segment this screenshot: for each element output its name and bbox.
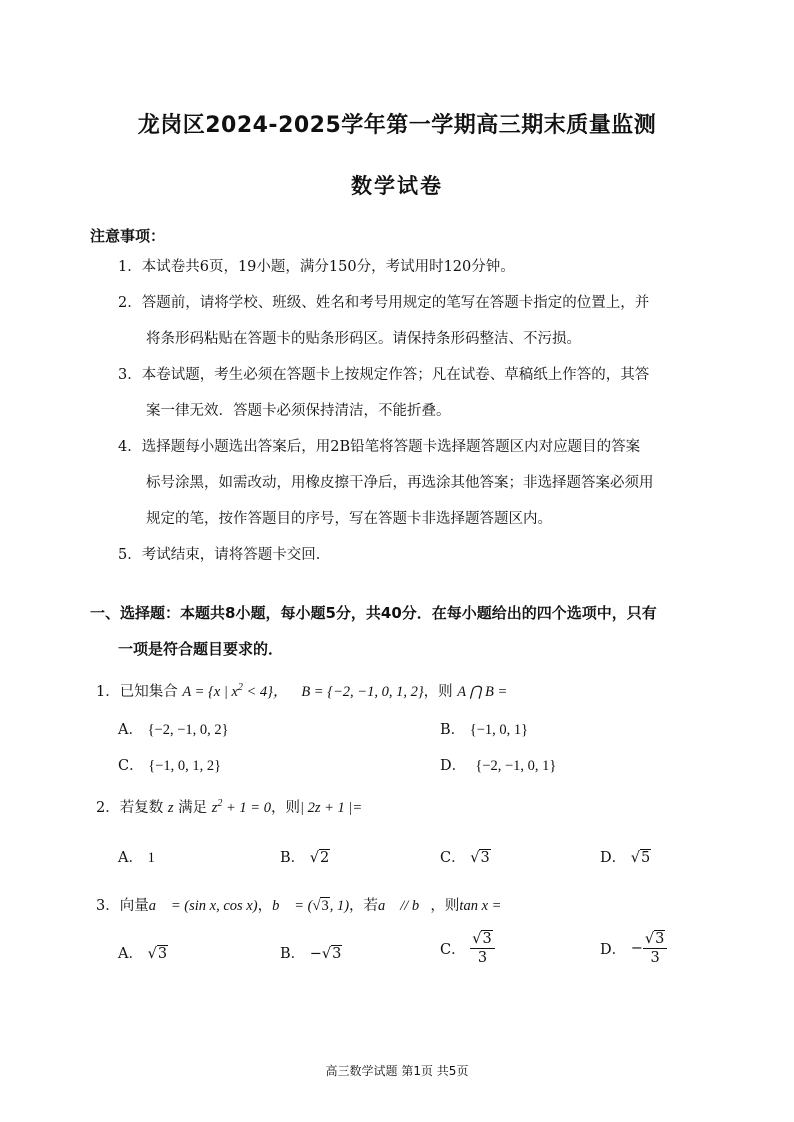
question-2-stem: 2．若复数 z 满足 $z^2 + 1 = 0$，则| 2z + 1 |= <box>96 798 363 816</box>
exam-subtitle: 数学试卷 <box>351 173 443 198</box>
q3-option-d[interactable]: D． − $\frac{√3}{3}$ <box>600 930 667 967</box>
section-heading-line-2: 一项是符合题目要求的． <box>118 640 284 658</box>
set-a: A = {x | $x^2 < 4$}， <box>182 682 288 700</box>
page-footer: 高三数学试题 第1页 共5页 <box>325 1064 469 1078</box>
intersection: A ⋂ B = <box>457 684 508 700</box>
question-1-stem: 1．已知集合 A = {x | $x^2 < 4$}， B = {−2, −1, 0, 1, 2}，则 A ⋂ B = <box>96 682 508 700</box>
q2-option-c[interactable]: C． √3 <box>440 850 490 866</box>
q1-option-a[interactable]: A． {−2, −1, 0, 2} <box>118 722 229 738</box>
q1-option-b[interactable]: B． {−1, 0, 1} <box>440 722 529 738</box>
q2-option-d[interactable]: D． √5 <box>600 850 651 866</box>
q3-option-c[interactable]: C． $\frac{√3}{3}$ <box>440 930 495 967</box>
q2-option-a[interactable]: A． 1 <box>118 850 155 866</box>
notice-item-2-line-2: 将条形码粘贴在答题卡的贴条形码区。请保持条形码整洁、不污损。 <box>146 331 581 347</box>
notice-item-2-line-1: 2．答题前，请将学校、班级、姓名和考号用规定的笔写在答题卡指定的位置上，并 <box>118 295 650 311</box>
notice-item-5: 5．考试结束，请将答题卡交回． <box>118 547 331 563</box>
q3-option-a[interactable]: A． √3 <box>118 946 168 962</box>
q1-option-c[interactable]: C． {−1, 0, 1, 2} <box>118 758 222 774</box>
section-heading-line-1: 一、选择题：本题共8小题，每小题5分，共40分．在每小题给出的四个选项中，只有 <box>90 604 657 622</box>
notice-heading: 注意事项： <box>90 227 166 245</box>
exam-title: 龙岗区2024-2025学年第一学期高三期末质量监测 <box>137 113 657 138</box>
notice-item-3-line-1: 3．本卷试题，考生必须在答题卡上按规定作答；凡在试卷、草稿纸上作答的，其答 <box>118 367 650 383</box>
q3-option-b[interactable]: B． −√3 <box>280 946 342 962</box>
notice-item-4-line-1: 4．选择题每小题选出答案后，用2B铅笔将答题卡选择题答题区内对应题目的答案 <box>118 439 641 455</box>
notice-item-3-line-2: 案一律无效．答题卡必须保持清洁，不能折叠。 <box>146 403 451 419</box>
set-b: B = {−2, −1, 0, 1, 2} <box>301 684 424 700</box>
q2-option-b[interactable]: B． √2 <box>280 850 330 866</box>
q1-option-d[interactable]: D． {−2, −1, 0, 1} <box>440 758 557 774</box>
notice-item-4-line-2: 标号涂黑，如需改动，用橡皮擦干净后，再选涂其他答案；非选择题答案必须用 <box>146 475 654 491</box>
question-text: 已知集合 <box>119 684 178 700</box>
question-number: 1． <box>96 684 120 700</box>
question-3-stem: 3．向量a⃗ = (sin x, cos x)，b⃗ = (√3, 1)，若a⃗ // b⃗，则tan x = <box>96 898 502 914</box>
notice-item-4-line-3: 规定的笔，按作答题目的序号，写在答题卡非选择题答题区内。 <box>146 511 552 527</box>
notice-item-1: 1．本试卷共6页，19小题，满分150分，考试用时120分钟。 <box>118 259 515 275</box>
